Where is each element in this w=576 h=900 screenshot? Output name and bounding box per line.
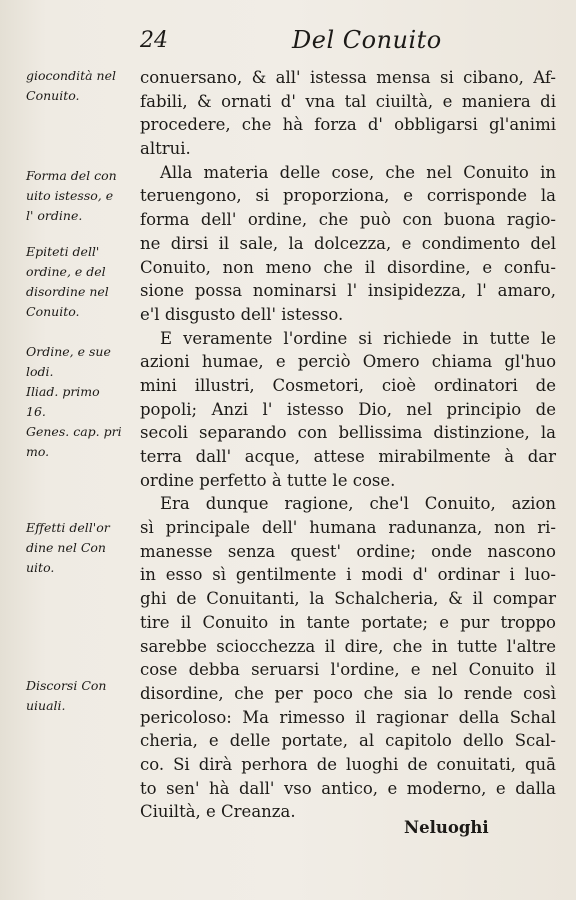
margin-note-line: disordine nel xyxy=(26,284,109,299)
margin-note-line: uito istesso, e xyxy=(26,188,114,203)
margin-note xyxy=(26,66,132,106)
margin-note-line: Ordine, e sue xyxy=(26,344,111,359)
margin-note-line: lodi. xyxy=(26,364,54,379)
text-line: sione possa nominarsi l' insipidezza, l' amaro, xyxy=(140,281,556,301)
margin-note-line: uiuali. xyxy=(26,698,66,713)
text-line: Conuito, non meno che il disordine, e confu- xyxy=(140,257,556,277)
text-line: terra dall' acque, attese mirabilmente à dar xyxy=(140,447,556,466)
text-line: azioni humae, e perciò Omero chiama gl'huo xyxy=(140,352,556,372)
text-line: sarebbe sciocchezza il dire, che in tutte l'altre xyxy=(140,636,556,656)
text-line: ordine perfetto à tutte le cose. xyxy=(140,470,396,490)
text-line: to sen' hà dall' vso antico, e moderno, e dalla xyxy=(140,778,556,798)
margin-note-line: Discorsi Con xyxy=(26,678,107,693)
text-line: cose debba seruarsi l'ordine, e nel Conuito il xyxy=(140,660,556,680)
margin-note-line: Genes. cap. pri xyxy=(26,424,122,439)
margin-note xyxy=(26,242,132,322)
running-head: Del Conuito xyxy=(292,26,442,54)
text-line: in esso sì gentilmente i modi d' ordinar i luo- xyxy=(140,565,556,585)
catchword: Neluoghi xyxy=(404,818,489,837)
margin-note xyxy=(26,342,132,462)
text-line: procedere, che hà forza d' obbligarsi gl'animi xyxy=(140,115,556,135)
margin-note-line: Forma del con xyxy=(26,168,117,183)
text-line: co. Si dirà perhora de luoghi de conuitati, quā xyxy=(140,754,556,774)
text-line: forma dell' ordine, che può con buona ragio- xyxy=(140,210,556,230)
text-line: Alla materia delle cose, che nel Conuito in xyxy=(160,162,556,182)
margin-note xyxy=(26,676,132,716)
margin-note-line: Epiteti dell' xyxy=(26,244,100,259)
margin-note-line: l' ordine. xyxy=(26,208,83,223)
text-line: Era dunque ragione, che'l Conuito, azion xyxy=(160,494,556,514)
margin-note-line: dine nel Con xyxy=(26,540,106,555)
margin-note-line: ordine, e del xyxy=(26,264,106,279)
text-line: cheria, e delle portate, al capitolo dello Scal- xyxy=(140,731,556,751)
text-line: e'l disgusto dell' istesso. xyxy=(140,304,344,324)
margin-note-line: mo. xyxy=(26,444,50,459)
text-line: manesse senza quest' ordine; onde nascono xyxy=(140,541,556,561)
margin-note xyxy=(26,166,132,226)
text-line: popoli; Anzi l' istesso Dio, nel principio de xyxy=(140,399,556,419)
margin-notes xyxy=(26,66,132,716)
text-line: teruengono, si proporziona, e corrisponde la xyxy=(140,186,556,206)
margin-note-line: giocondità nel xyxy=(26,68,116,83)
text-line: tire il Conuito in tante portate; e pur troppo xyxy=(140,612,556,632)
margin-note-line: Conuito. xyxy=(26,304,80,319)
text-line: ghi de Conuitanti, la Schalcheria, & il compar xyxy=(140,589,556,609)
margin-note xyxy=(26,518,132,578)
text-line: conuersano, & all' istessa mensa si cibano, Af- xyxy=(140,68,556,87)
margin-note-line: Iliad. primo xyxy=(26,384,100,399)
text-line: sì principale dell' humana radunanza, non ri- xyxy=(140,518,556,538)
margin-note-line: uito. xyxy=(26,560,55,575)
body-text xyxy=(140,66,556,824)
page-number: 24 xyxy=(140,28,168,53)
margin-note-line: 16. xyxy=(26,404,46,419)
text-line: secoli separando con bellissima distinzione, la xyxy=(140,423,556,443)
text-line: disordine, che per poco che sia lo rende così xyxy=(140,683,556,703)
text-line: E veramente l'ordine si richiede in tutte le xyxy=(160,328,556,348)
text-line: pericoloso: Ma rimesso il ragionar della Schal xyxy=(140,707,556,727)
text-line: altrui. xyxy=(140,139,191,159)
text-line: fabili, & ornati d' vna tal ciuiltà, e maniera di xyxy=(140,91,556,111)
text-line: mini illustri, Cosmetori, cioè ordinatori de xyxy=(140,375,556,395)
margin-note-line: Conuito. xyxy=(26,88,80,103)
text-line: Ciuiltà, e Creanza. xyxy=(140,802,296,822)
margin-note-line: Effetti dell'or xyxy=(26,520,110,535)
text-line: ne dirsi il sale, la dolcezza, e condimento del xyxy=(140,233,556,253)
